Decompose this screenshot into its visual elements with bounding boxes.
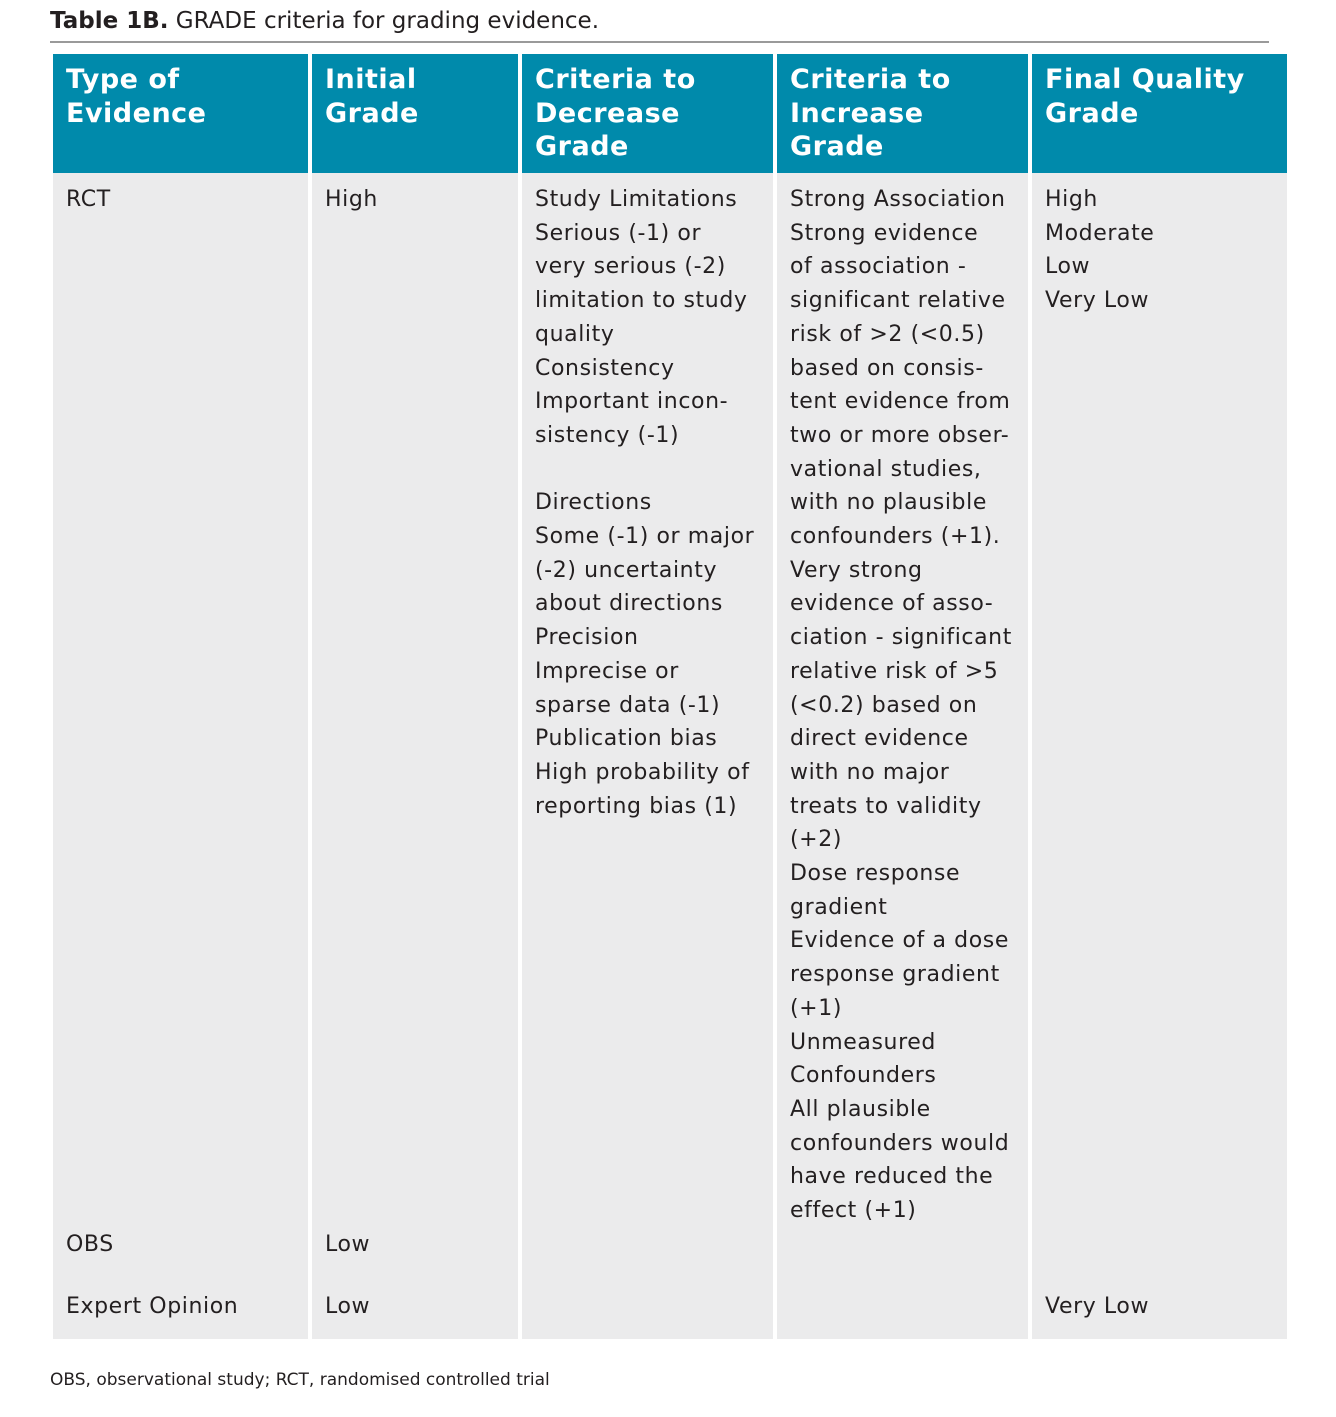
header-line: Criteria to (535, 64, 696, 95)
tail-cell (518, 1336, 773, 1339)
caption-rule (50, 41, 1269, 43)
cell-decrease-criteria (518, 183, 773, 1228)
tail-cell (53, 1336, 308, 1339)
caption-text: GRADE criteria for grading evidence. (175, 8, 600, 34)
criteria-line: vational studies, (790, 456, 982, 482)
header-row (53, 54, 1287, 173)
header-initial-grade (308, 54, 518, 173)
tail-row (53, 1336, 1287, 1339)
criteria-line: ciation - significant (790, 625, 1012, 651)
spacer-row (53, 173, 1287, 183)
tail-cell (308, 1336, 518, 1339)
criteria-gap (535, 453, 765, 487)
grade-line: Low (1045, 254, 1091, 280)
header-type-of-evidence (53, 54, 308, 173)
cell-initial-grade: Low (308, 1228, 518, 1290)
spacer-cell (773, 173, 1028, 183)
header-line: Final Quality (1045, 64, 1245, 95)
caption-label: Table 1B. (50, 8, 169, 34)
header-line: Grade (790, 131, 884, 162)
criteria-line: risk of >2 (<0.5) (790, 321, 985, 347)
criteria-line: Consistency (535, 355, 675, 381)
criteria-line: High probability of (535, 759, 750, 785)
criteria-line: limitation to study (535, 288, 748, 314)
criteria-line: (<0.2) based on (790, 692, 978, 718)
header-line: Initial (325, 64, 417, 95)
header-line: Type of (66, 64, 180, 95)
criteria-line: significant relative (790, 288, 1006, 314)
tail-cell (773, 1336, 1028, 1339)
header-line: Grade (325, 97, 419, 129)
header-final-quality-grade (1028, 54, 1287, 173)
criteria-line: All plausible (790, 1096, 931, 1122)
table-row-expert-opinion (53, 1290, 1287, 1336)
cell-type: OBS (53, 1228, 308, 1290)
criteria-line: effect (+1) (790, 1198, 917, 1224)
table-footnote: OBS, observational study; RCT, randomised controlled trial (50, 1370, 550, 1390)
spacer-cell (1028, 173, 1287, 183)
cell-final-grade (1028, 183, 1287, 1228)
criteria-line: with no major (790, 759, 950, 785)
criteria-line: Some (-1) or major (535, 524, 755, 550)
criteria-line: Confounders (790, 1063, 937, 1089)
table-row-rct (53, 183, 1287, 1228)
criteria-line: sparse data (-1) (535, 692, 721, 718)
criteria-line: confounders (+1). (790, 524, 1001, 550)
criteria-line: Publication bias (535, 726, 718, 752)
cell-type: Expert Opinion (53, 1290, 308, 1336)
criteria-line: (+1) (790, 995, 842, 1021)
cell-type: RCT (53, 183, 308, 1228)
criteria-line: direct evidence (790, 726, 969, 752)
cell-final-grade (1028, 1228, 1287, 1290)
grade-line: High (1045, 187, 1098, 212)
cell-increase-criteria (773, 1290, 1028, 1336)
criteria-line: gradient (790, 894, 888, 920)
grade-line: Very Low (1045, 288, 1150, 314)
criteria-line: Strong evidence (790, 220, 979, 246)
criteria-line: response gradient (790, 962, 1000, 988)
criteria-line: reporting bias (1) (535, 793, 738, 819)
header-criteria-increase (773, 54, 1028, 173)
header-line: Increase (790, 97, 924, 129)
spacer-cell (53, 173, 308, 183)
criteria-line: Strong Association (790, 187, 1006, 212)
criteria-line: two or more obser- (790, 422, 1010, 448)
grade-criteria-table (53, 54, 1287, 1339)
spacer-cell (518, 173, 773, 183)
criteria-line: sistency (-1) (535, 422, 680, 448)
grade-line: Moderate (1045, 220, 1155, 246)
cell-increase-criteria (773, 183, 1028, 1228)
criteria-line: Serious (-1) or (535, 220, 702, 246)
criteria-line: quality (535, 321, 615, 347)
cell-decrease-criteria (518, 1290, 773, 1336)
spacer-cell (308, 173, 518, 183)
criteria-line: have reduced the (790, 1164, 994, 1190)
header-line: Grade (1045, 97, 1139, 129)
criteria-line: with no plausible (790, 490, 987, 516)
cell-increase-criteria (773, 1228, 1028, 1290)
header-line: Grade (535, 131, 629, 162)
criteria-line: confounders would (790, 1130, 1010, 1156)
criteria-line: of association - (790, 254, 967, 280)
cell-initial-grade: Low (308, 1290, 518, 1336)
criteria-line: Evidence of a dose (790, 928, 1009, 954)
criteria-line: Precision (535, 625, 639, 651)
cell-initial-grade: High (308, 183, 518, 1228)
table-caption (50, 4, 599, 38)
criteria-line: Important incon- (535, 389, 729, 415)
criteria-line: Unmeasured (790, 1029, 936, 1055)
criteria-line: Imprecise or (535, 658, 679, 684)
cell-decrease-criteria (518, 1228, 773, 1290)
criteria-line: about directions (535, 591, 723, 617)
criteria-line: relative risk of >5 (790, 658, 999, 684)
criteria-line: treats to validity (790, 793, 982, 819)
header-criteria-decrease (518, 54, 773, 173)
criteria-line: based on consis- (790, 355, 984, 381)
header-line: Decrease (535, 97, 680, 129)
criteria-line: (+2) (790, 827, 842, 853)
criteria-line: evidence of asso- (790, 591, 994, 617)
criteria-line: very serious (-2) (535, 254, 726, 280)
criteria-line: Very strong (790, 557, 923, 583)
criteria-line: (-2) uncertainty (535, 557, 718, 583)
criteria-line: tent evidence from (790, 389, 1011, 415)
criteria-line: Directions (535, 490, 652, 516)
criteria-line: Dose response (790, 861, 961, 887)
table-row-obs (53, 1228, 1287, 1290)
header-line: Criteria to (790, 64, 951, 95)
criteria-line: Study Limitations (535, 187, 738, 212)
tail-cell (1028, 1336, 1287, 1339)
header-line: Evidence (66, 97, 207, 129)
cell-final-grade: Very Low (1028, 1290, 1287, 1336)
